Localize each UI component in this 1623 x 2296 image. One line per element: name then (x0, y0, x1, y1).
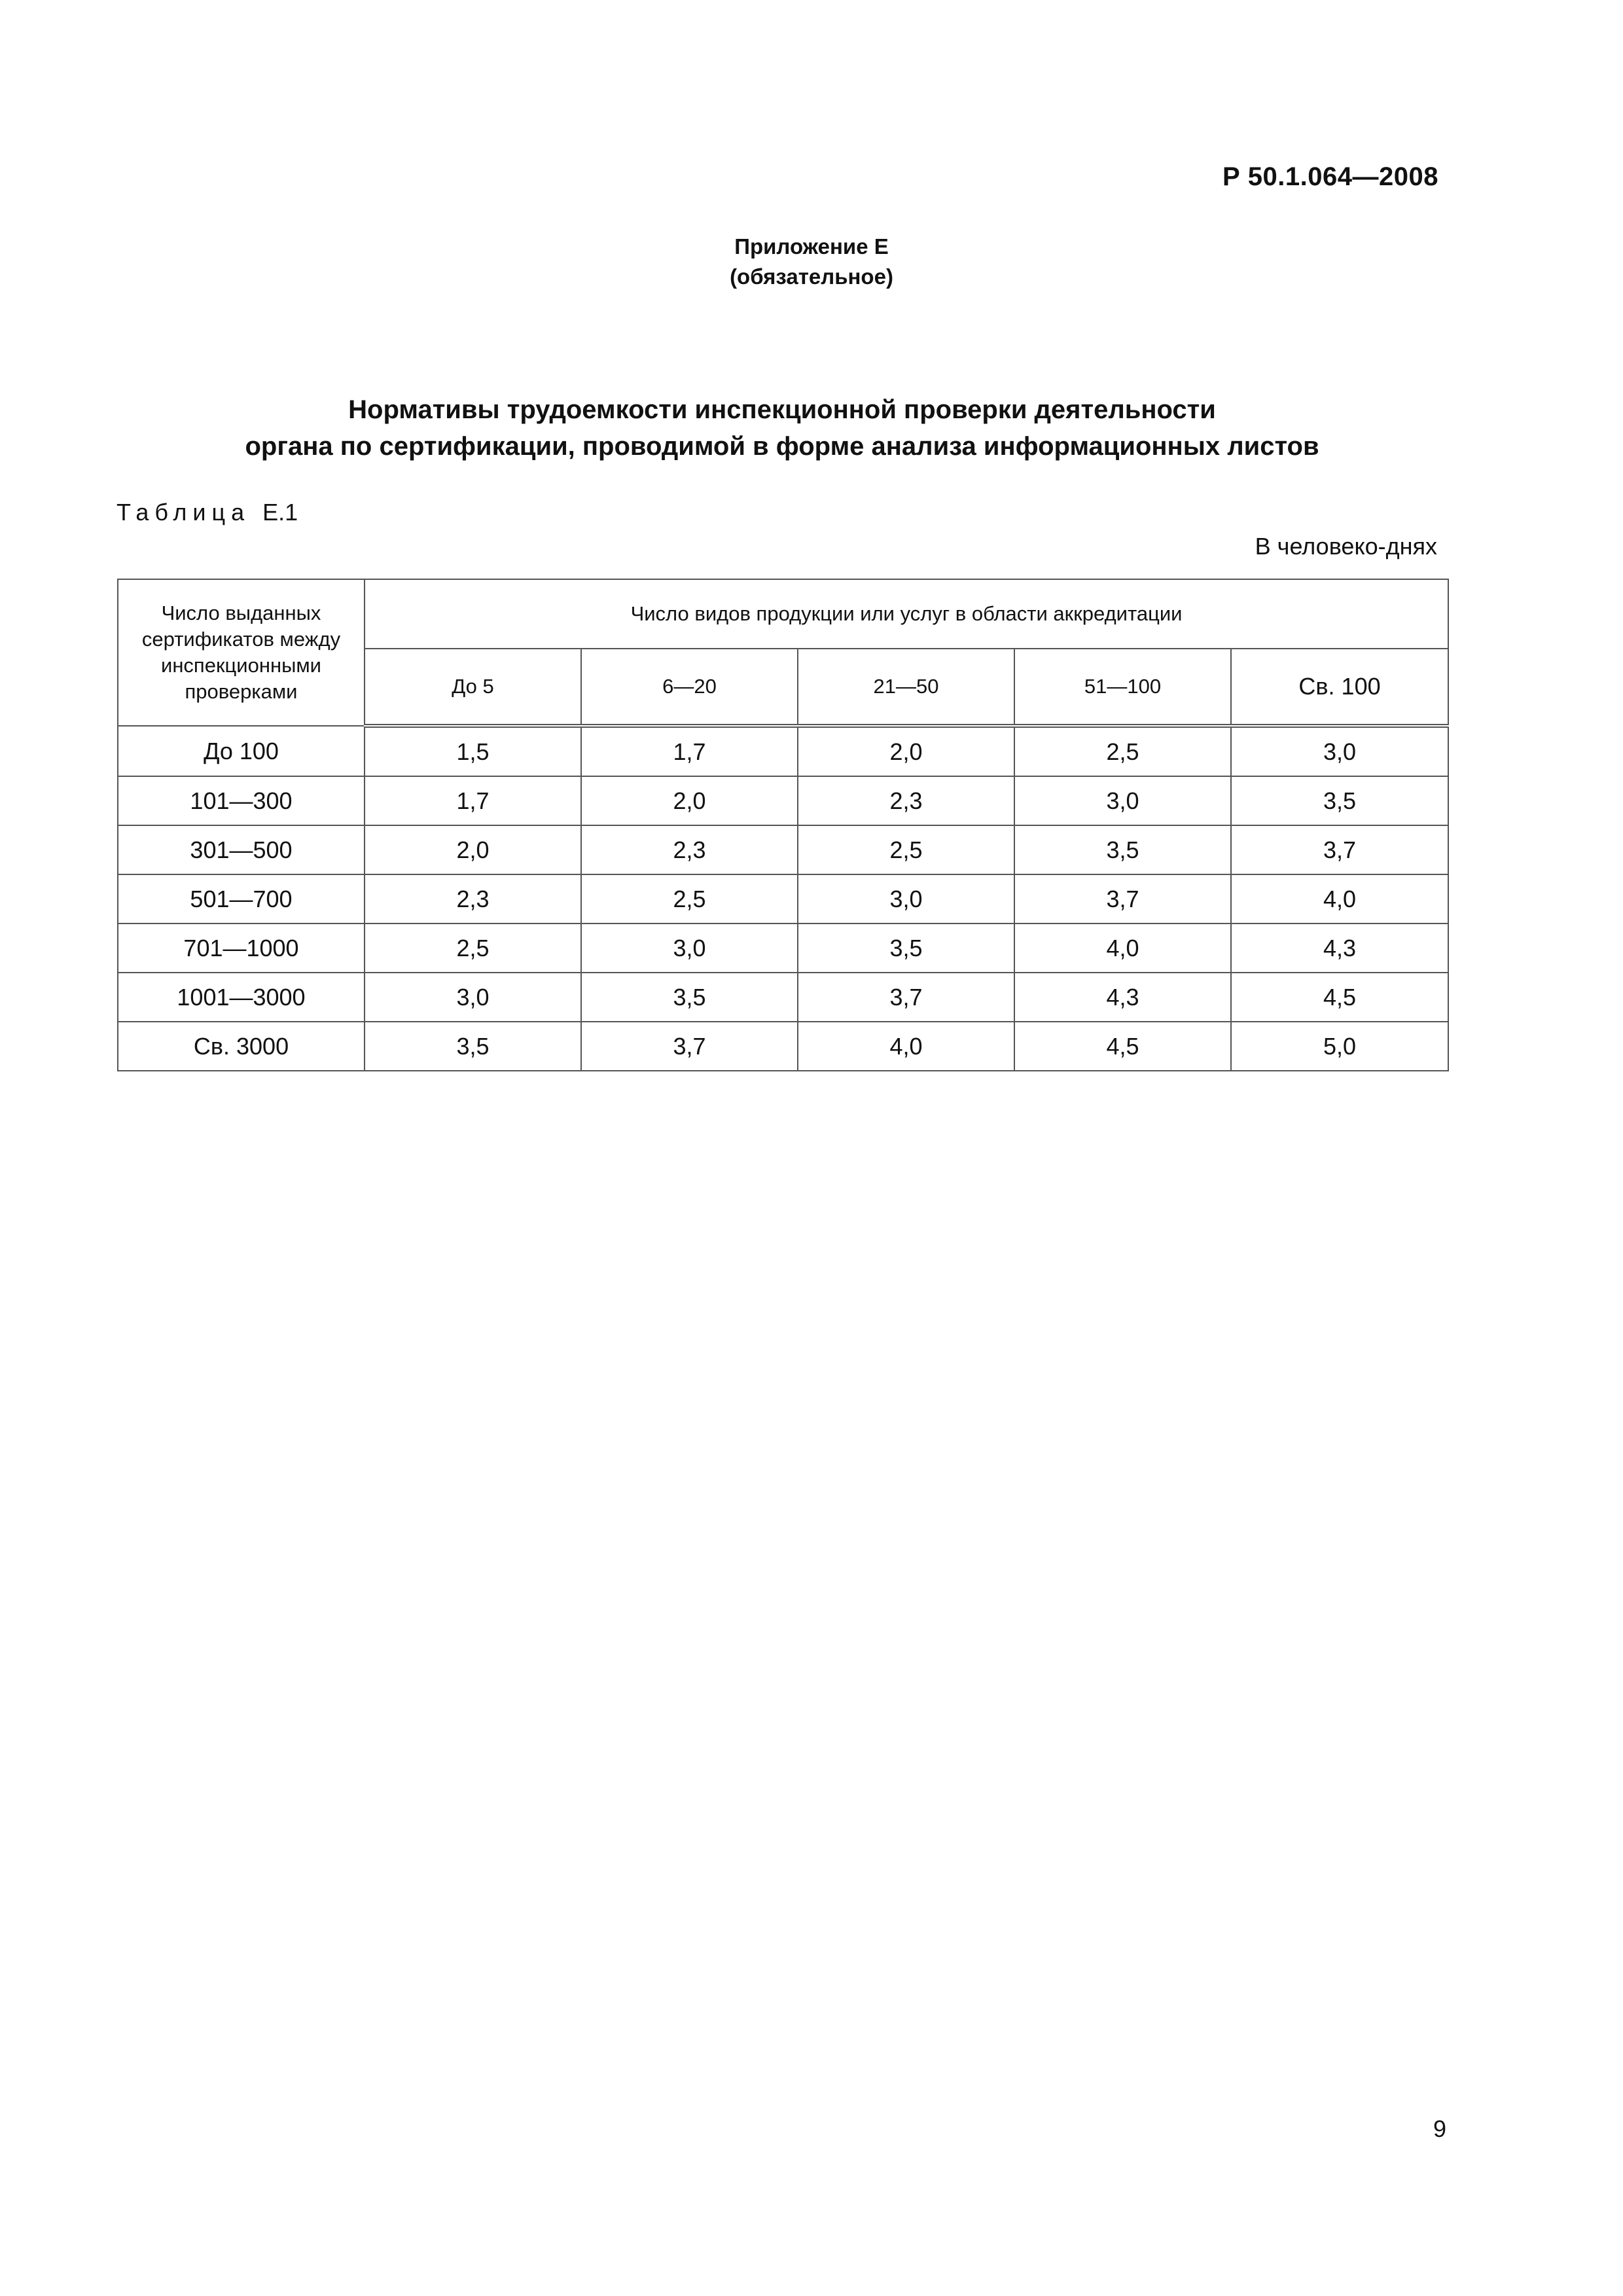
table-cell: 2,5 (798, 825, 1014, 874)
table-caption-word: Таблица (116, 499, 251, 526)
appendix-status: (обязательное) (730, 264, 893, 289)
table-cell: 4,5 (1231, 973, 1448, 1022)
table-cell: 2,5 (365, 924, 581, 973)
column-header: 51—100 (1014, 649, 1231, 726)
table-caption-number: Е.1 (262, 499, 298, 526)
table-caption (116, 499, 298, 526)
row-label: 1001—3000 (118, 973, 365, 1022)
row-label: Св. 3000 (118, 1022, 365, 1071)
table-cell: 3,0 (1231, 726, 1448, 776)
row-label: 701—1000 (118, 924, 365, 973)
norms-table (117, 579, 1449, 1071)
table-row (118, 776, 1448, 825)
table-cell: 4,0 (1231, 874, 1448, 924)
table-cell: 3,5 (1231, 776, 1448, 825)
column-header: До 5 (365, 649, 581, 726)
group-header-cell: Число видов продукции или услуг в области аккредитации (365, 579, 1448, 649)
table-cell: 3,7 (581, 1022, 798, 1071)
row-header-cell: Число выданных сертификатов между инспекционными проверками (118, 579, 365, 726)
table-units: В человеко-днях (1255, 533, 1437, 560)
table-cell: 2,0 (581, 776, 798, 825)
table-cell: 3,5 (581, 973, 798, 1022)
table-cell: 1,7 (581, 726, 798, 776)
table-row (118, 726, 1448, 776)
table-cell: 1,7 (365, 776, 581, 825)
row-label: 501—700 (118, 874, 365, 924)
table-cell: 4,0 (1014, 924, 1231, 973)
table-cell: 2,3 (798, 776, 1014, 825)
column-header: Св. 100 (1231, 649, 1448, 726)
row-label: До 100 (118, 726, 365, 776)
column-header: 6—20 (581, 649, 798, 726)
table-cell: 4,3 (1231, 924, 1448, 973)
table-cell: 2,5 (581, 874, 798, 924)
table-body (118, 726, 1448, 1071)
table-cell: 1,5 (365, 726, 581, 776)
document-code: Р 50.1.064—2008 (1222, 162, 1438, 191)
appendix-heading (0, 232, 1623, 292)
table-row (118, 825, 1448, 874)
table-cell: 4,5 (1014, 1022, 1231, 1071)
table-row (118, 1022, 1448, 1071)
table-cell: 2,0 (798, 726, 1014, 776)
table-cell: 2,3 (581, 825, 798, 874)
table-cell: 5,0 (1231, 1022, 1448, 1071)
page-number: 9 (1433, 2115, 1446, 2142)
table-cell: 4,3 (1014, 973, 1231, 1022)
table-cell: 4,0 (798, 1022, 1014, 1071)
table-cell: 3,7 (798, 973, 1014, 1022)
table-cell: 2,5 (1014, 726, 1231, 776)
appendix-title: Приложение Е (734, 234, 889, 259)
page-title-line-1: Нормативы трудоемкости инспекционной проверки деятельности (348, 395, 1216, 424)
table-row (118, 924, 1448, 973)
row-label: 301—500 (118, 825, 365, 874)
table-row (118, 973, 1448, 1022)
table-row (118, 874, 1448, 924)
table-cell: 3,0 (581, 924, 798, 973)
column-header: 21—50 (798, 649, 1014, 726)
table-header-row (118, 579, 1448, 649)
row-label: 101—300 (118, 776, 365, 825)
table-cell: 3,5 (798, 924, 1014, 973)
table-cell: 3,0 (365, 973, 581, 1022)
table-cell: 3,0 (1014, 776, 1231, 825)
table-cell: 3,7 (1014, 874, 1231, 924)
table-cell: 2,0 (365, 825, 581, 874)
table-cell: 3,0 (798, 874, 1014, 924)
table-cell: 2,3 (365, 874, 581, 924)
table-cell: 3,5 (1014, 825, 1231, 874)
page-title (0, 391, 1564, 465)
page-title-line-2: органа по сертификации, проводимой в форме анализа информационных листов (245, 432, 1319, 461)
table-cell: 3,5 (365, 1022, 581, 1071)
table-cell: 3,7 (1231, 825, 1448, 874)
